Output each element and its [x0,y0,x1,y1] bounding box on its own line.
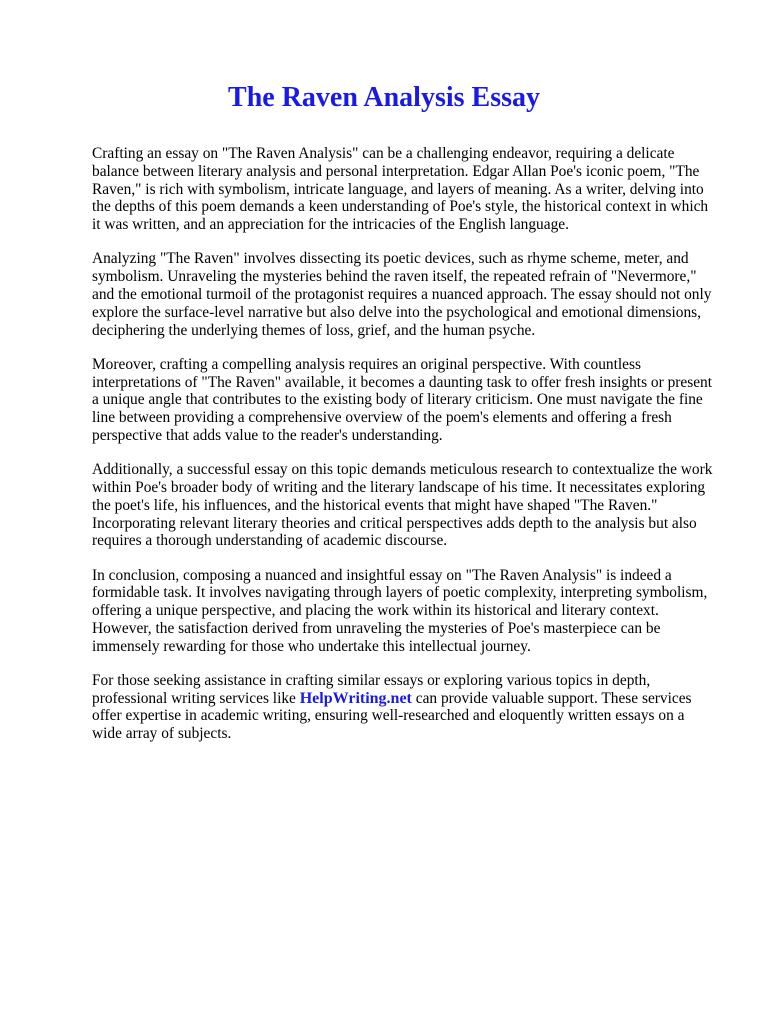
line-text-before-link: professional writing services like [92,689,300,707]
paragraph-line: requires a thorough understanding of academic discourse. [92,532,448,550]
paragraph-line: symbolism. Unraveling the mysteries behind the raven itself, the repeated refrain of "Nevermore," [92,268,697,286]
paragraph-line: within Poe's broader body of writing and the literary landscape of his time. It necessitates exploring [92,478,706,496]
paragraph-line: and the emotional turmoil of the protagonist requires a nuanced approach. The essay should not only [92,285,712,303]
paragraph-line: explore the surface-level narrative but also delve into the psychological and emotional dimensions, [92,303,702,321]
paragraph-line: Analyzing "The Raven" involves dissecting its poetic devices, such as rhyme scheme, meter, and [92,250,689,268]
paragraph-line: deciphering the underlying themes of loss, grief, and the human psyche. [92,321,536,339]
paragraph-line: interpretations of "The Raven" available, it becomes a daunting task to offer fresh insights or present [92,373,713,391]
paragraph-line: the poet's life, his influences, and the historical events that might have shaped "The Raven." [92,496,658,514]
paragraph-line: In conclusion, composing a nuanced and insightful essay on "The Raven Analysis" is indeed a [92,566,672,584]
closing-paragraph [92,672,716,743]
paragraph-line: offer expertise in academic writing, ensuring well-researched and eloquently written essays on a [92,707,685,725]
paragraph-line: the depths of this poem demands a keen understanding of Poe's style, the historical context in which [92,198,709,216]
paragraph-line: Additionally, a successful essay on this topic demands meticulous research to contextualize the work [92,461,713,479]
paragraph-line: formidable task. It involves navigating through layers of poetic complexity, interpreting symbolism, [92,584,708,602]
essay-paragraph [92,145,716,234]
paragraph-line [92,690,716,708]
paragraph-line: Incorporating relevant literary theories and critical perspectives adds depth to the analysis but also [92,514,697,532]
paragraph-line: balance between literary analysis and personal interpretation. Edgar Allan Poe's iconic poem, "The [92,162,700,180]
paragraph-line: a unique angle that contributes to the existing body of literary criticism. One must navigate the fine [92,391,703,409]
essay-paragraph [92,250,716,339]
essay-body [92,145,716,759]
paragraph-line: Crafting an essay on "The Raven Analysis" can be a challenging endeavor, requiring a delicate [92,145,675,162]
helpwriting-link[interactable]: HelpWriting.net [299,689,412,707]
page-title: The Raven Analysis Essay [228,82,540,113]
paragraph-line: Moreover, crafting a compelling analysis requires an original perspective. With countless [92,355,641,373]
paragraph-line: offering a unique perspective, and placing the work within its historical and literary context. [92,602,659,620]
essay-paragraph [92,461,716,550]
paragraph-line: line between providing a comprehensive overview of the poem's elements and offering a fresh [92,409,672,427]
paragraph-line: Raven," is rich with symbolism, intricate language, and layers of meaning. As a writer, delving into [92,180,704,198]
paragraph-line: wide array of subjects. [92,725,232,743]
paragraph-line: For those seeking assistance in crafting similar essays or exploring various topics in depth, [92,671,651,689]
essay-paragraph [92,356,716,445]
paragraph-line: it was written, and an appreciation for the intricacies of the English language. [92,216,569,234]
line-text-after-link: can provide valuable support. These services [411,689,692,707]
paragraph-line: immensely rewarding for those who undertake this intellectual journey. [92,637,531,655]
essay-paragraph [92,567,716,656]
paragraph-line: perspective that adds value to the reader's understanding. [92,426,443,444]
essay-paragraphs [92,145,716,655]
paragraph-line: However, the satisfaction derived from unraveling the mysteries of Poe's masterpiece can be [92,619,661,637]
